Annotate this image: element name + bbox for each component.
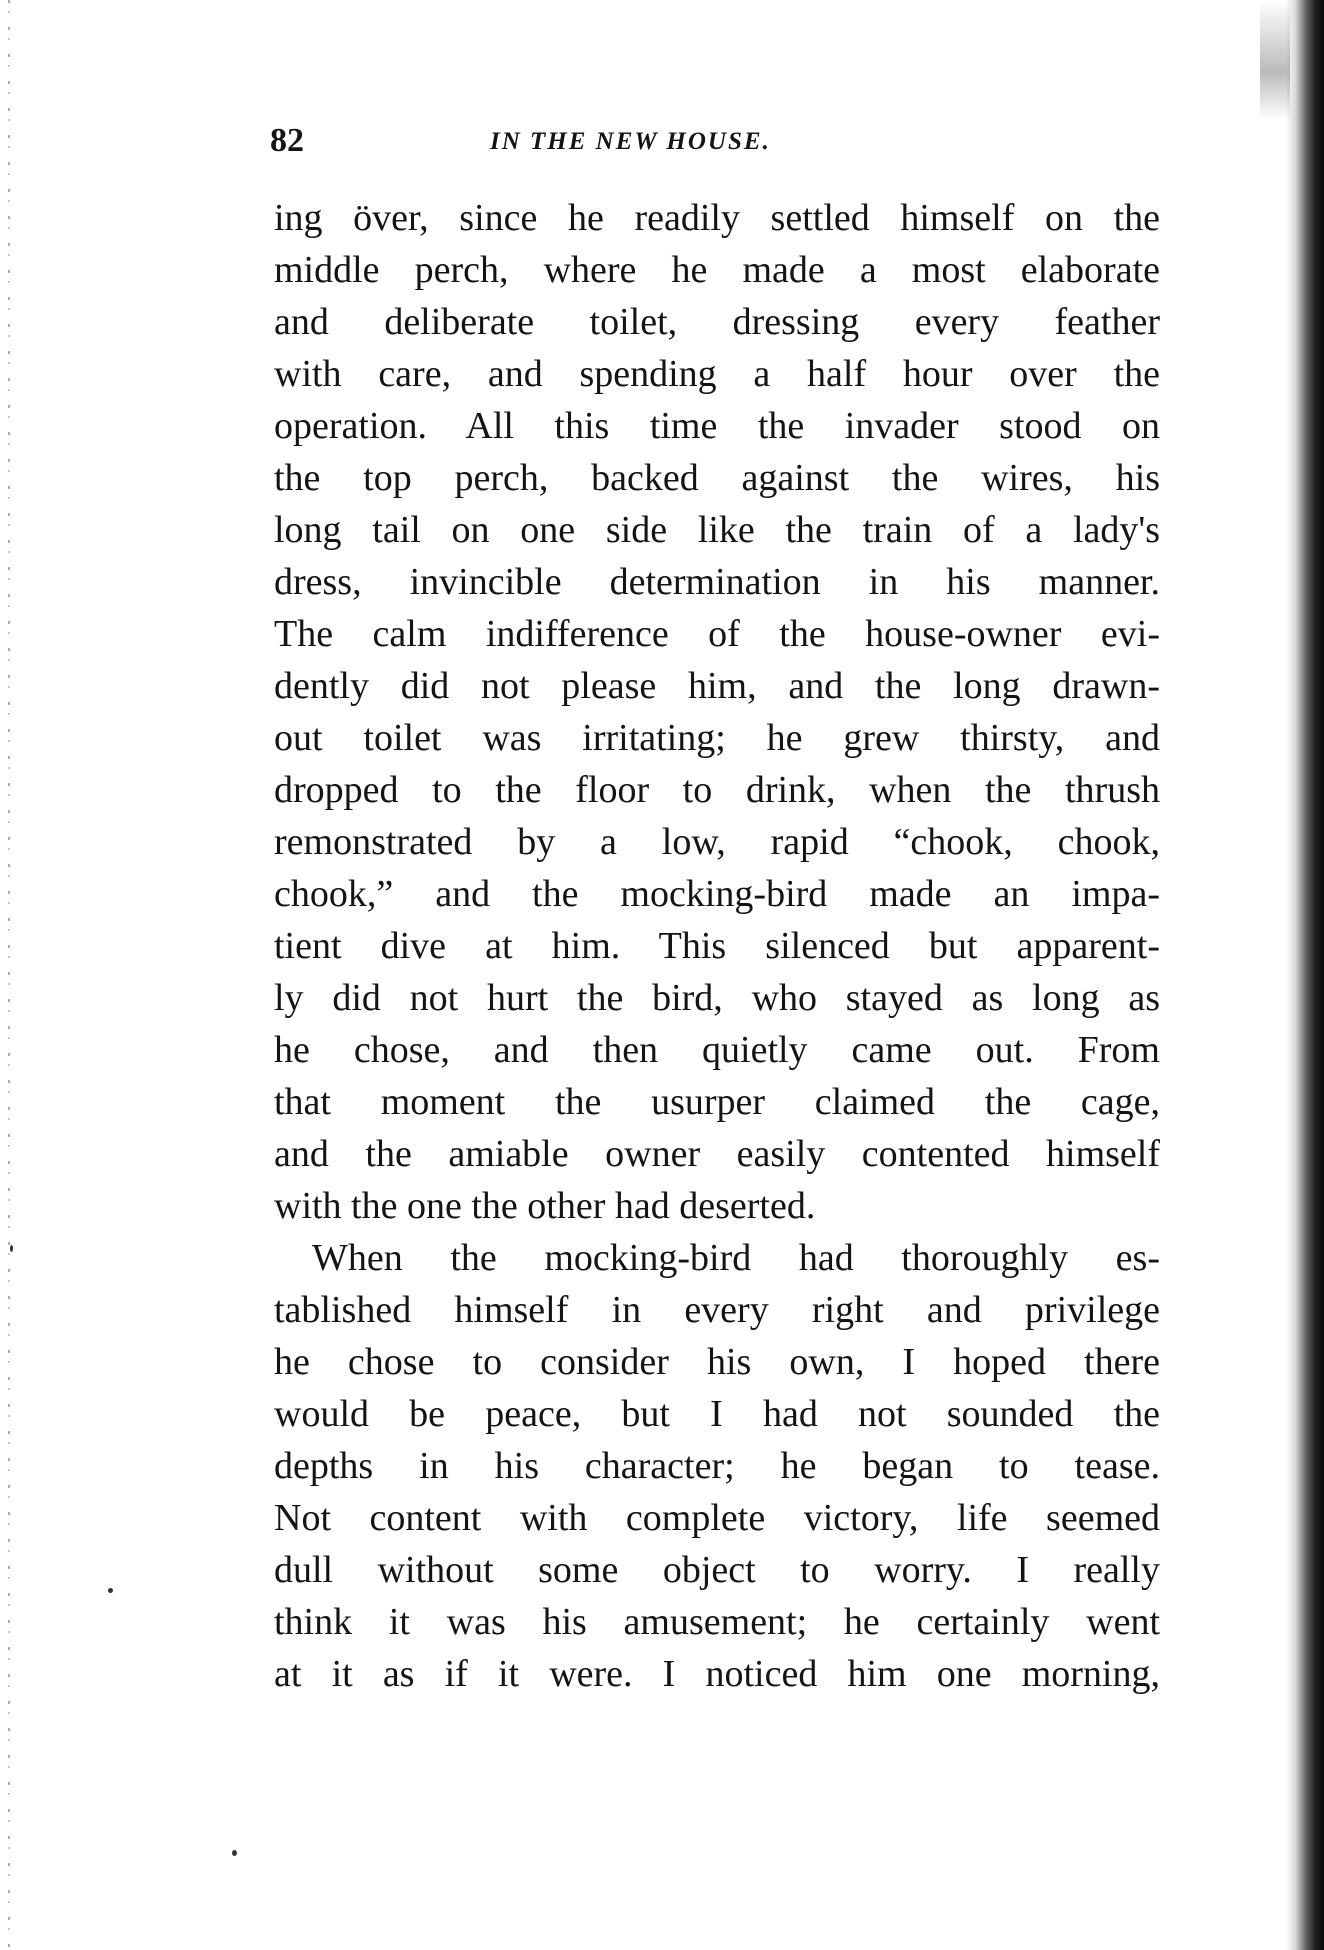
text-line: tablished himself in every right and privilege [274, 1289, 1160, 1331]
text-line: with the one the other had deserted. [274, 1185, 816, 1227]
text-line: think it was his amusement; he certainly went [274, 1601, 1160, 1643]
page-header [270, 122, 910, 162]
text-line: he chose to consider his own, I hoped there [274, 1341, 1160, 1383]
text-line: ing över, since he readily settled himself on the [274, 197, 1160, 239]
page-number: 82 [270, 122, 304, 159]
text-line: that moment the usurper claimed the cage, [274, 1081, 1160, 1123]
text-line: dull without some object to worry. I really [274, 1549, 1160, 1591]
text-line: at it as if it were. I noticed him one morning, [274, 1653, 1160, 1695]
text-line: dress, invincible determination in his manner. [274, 561, 1160, 603]
scan-right-edge-shadow [1286, 0, 1324, 1950]
text-line: chook,” and the mocking-bird made an impa- [274, 873, 1160, 915]
text-line: and deliberate toilet, dressing every feather [274, 301, 1160, 343]
text-line: dently did not please him, and the long drawn- [274, 665, 1160, 707]
text-line: the top perch, backed against the wires, his [274, 457, 1160, 499]
text-line: would be peace, but I had not sounded the [274, 1393, 1160, 1435]
text-line: Not content with complete victory, life seemed [274, 1497, 1160, 1539]
text-line: ly did not hurt the bird, who stayed as long as [274, 977, 1160, 1019]
scan-left-edge [8, 0, 10, 1950]
text-line: operation. All this time the invader stood on [274, 405, 1160, 447]
text-line: tient dive at him. This silenced but apparent- [274, 925, 1160, 967]
text-line: middle perch, where he made a most elaborate [274, 249, 1160, 291]
paragraph-2 [274, 1232, 1160, 1700]
text-line: depths in his character; he began to tease. [274, 1445, 1160, 1487]
scan-right-edge-fold [1260, 0, 1290, 120]
scan-speck [232, 1850, 237, 1856]
text-line: remonstrated by a low, rapid “chook, chook, [274, 821, 1160, 863]
text-line: dropped to the floor to drink, when the thrush [274, 769, 1160, 811]
text-line: The calm indifference of the house-owner evi- [274, 613, 1160, 655]
text-line: and the amiable owner easily contented himself [274, 1133, 1160, 1175]
paragraph-1 [274, 192, 1160, 1232]
text-line: he chose, and then quietly came out. From [274, 1029, 1160, 1071]
scan-speck [108, 1588, 113, 1593]
scan-speck [10, 1245, 13, 1252]
text-line: When the mocking-bird had thoroughly es- [312, 1237, 1160, 1279]
text-line: long tail on one side like the train of a lady's [274, 509, 1160, 551]
body-text [274, 192, 1160, 1700]
text-line: out toilet was irritating; he grew thirsty, and [274, 717, 1160, 759]
text-line: with care, and spending a half hour over the [274, 353, 1160, 395]
running-head: IN THE NEW HOUSE. [490, 128, 771, 155]
